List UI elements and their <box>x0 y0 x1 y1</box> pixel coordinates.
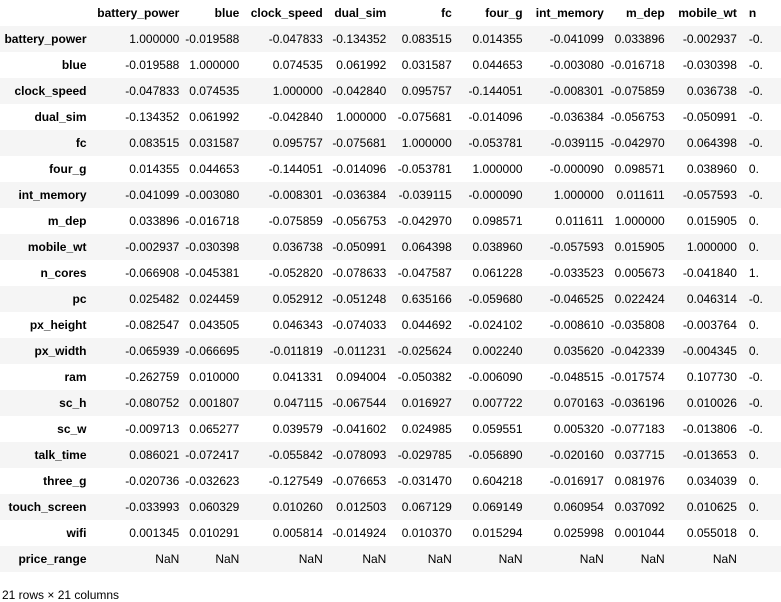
column-header: m_dep <box>626 6 665 20</box>
table-row <box>0 312 781 338</box>
table-cell: -0.065939 <box>96 338 186 364</box>
table-cell: NaN <box>245 546 328 572</box>
table-cell: 0.024459 <box>185 286 245 312</box>
table-row <box>0 494 781 520</box>
table-row <box>0 442 781 468</box>
table-cell: 0.074535 <box>185 78 245 104</box>
table-cell: 0.010291 <box>189 526 240 540</box>
table-cell: 0.094004 <box>336 370 387 384</box>
table-cell: 0.038960 <box>458 234 529 260</box>
table-row <box>0 260 781 286</box>
table-cell: -0.057593 <box>529 234 610 260</box>
table-cell: -0.134352 <box>125 110 180 124</box>
column-header: clock_speed <box>250 6 323 20</box>
table-body <box>0 26 781 572</box>
row-label: ram <box>64 370 87 384</box>
row-label: pc <box>0 286 96 312</box>
table-cell: 0.041331 <box>272 370 323 384</box>
table-cell: -0.053781 <box>397 162 452 176</box>
table-cell: -0.056890 <box>458 442 529 468</box>
table-cell: -0.016718 <box>610 58 665 72</box>
table-cell: 1.000000 <box>189 58 240 72</box>
table-cell: -0.067544 <box>329 390 393 416</box>
table-cell: -0.059680 <box>458 286 529 312</box>
table-cell: 1.000000 <box>96 26 186 52</box>
table-cell: -0.017574 <box>610 370 665 384</box>
table-cell: -0.000090 <box>549 162 604 176</box>
table-row <box>0 208 781 234</box>
table-cell: NaN <box>185 546 245 572</box>
table-cell: -0.014096 <box>332 162 387 176</box>
table-cell: -0. <box>743 78 781 104</box>
table-cell: 0.005673 <box>614 266 665 280</box>
row-label: int_memory <box>0 182 96 208</box>
table-cell: -0.003080 <box>185 182 245 208</box>
row-label: px_height <box>29 318 87 332</box>
table-cell: 0.044692 <box>401 318 452 332</box>
table-cell: 0.098571 <box>614 162 665 176</box>
row-label: three_g <box>43 474 87 488</box>
table-cell: 0.060329 <box>185 494 245 520</box>
table-cell: 0.001807 <box>185 390 245 416</box>
table-row <box>0 104 781 130</box>
table-cell: 0.069149 <box>458 494 529 520</box>
table-cell: NaN <box>671 546 743 572</box>
table-cell: NaN <box>329 546 393 572</box>
table-row <box>0 26 781 52</box>
table-cell: -0.016718 <box>185 214 240 228</box>
table-cell: 0.061992 <box>189 110 240 124</box>
table-cell: -0.008301 <box>245 182 328 208</box>
column-header: blue <box>214 6 240 20</box>
column-header: n <box>748 6 757 20</box>
table-cell: -0.074033 <box>332 318 387 332</box>
table-cell: -0.047833 <box>245 26 328 52</box>
table-cell: -0.030398 <box>682 58 737 72</box>
table-cell: -0.036384 <box>549 110 604 124</box>
table-cell: 0.081976 <box>614 474 665 488</box>
row-label: blue <box>61 58 87 72</box>
table-cell: -0. <box>743 130 781 156</box>
table-cell: 0.095757 <box>245 130 328 156</box>
table-cell: 0.107730 <box>686 370 737 384</box>
table-cell: 0.001345 <box>129 526 180 540</box>
table-cell: -0.144051 <box>268 162 323 176</box>
table-cell: 1.000000 <box>336 110 387 124</box>
table-row <box>0 390 781 416</box>
table-cell: -0.009713 <box>125 422 180 436</box>
table-cell: -0.056753 <box>610 110 665 124</box>
table-cell: 0. <box>748 214 759 228</box>
table-cell: -0.050991 <box>329 234 393 260</box>
table-cell: 0.005814 <box>272 526 323 540</box>
table-cell: -0.039115 <box>392 182 457 208</box>
table-cell: 1.000000 <box>614 214 665 228</box>
column-header: fc <box>441 6 452 20</box>
row-label: touch_screen <box>0 494 96 520</box>
table-cell: 0.025998 <box>553 526 604 540</box>
table-cell: 0.044653 <box>472 58 523 72</box>
table-cell: -0.051248 <box>329 286 393 312</box>
table-cell: 0.036738 <box>245 234 328 260</box>
row-label: sc_w <box>57 422 87 436</box>
table-cell: NaN <box>458 546 529 572</box>
table-cell: -0.030398 <box>185 234 245 260</box>
table-cell: -0.078093 <box>329 442 393 468</box>
table-cell: -0.080752 <box>96 390 186 416</box>
table-shape-caption: 21 rows × 21 columns <box>2 588 120 602</box>
index-corner-cell <box>0 0 96 26</box>
table-cell: 0.010370 <box>401 526 452 540</box>
table-cell: 0.033896 <box>610 26 671 52</box>
table-cell: 0.010625 <box>671 494 743 520</box>
table-cell: -0.047833 <box>96 78 186 104</box>
table-cell: -0.032623 <box>185 474 240 488</box>
table-row <box>0 338 781 364</box>
table-cell: 0.059551 <box>472 422 523 436</box>
table-cell: -0. <box>743 390 781 416</box>
table-row <box>0 234 781 260</box>
table-cell: 0.064398 <box>392 234 457 260</box>
table-cell: 0.083515 <box>392 26 457 52</box>
table-cell: -0.041099 <box>96 182 186 208</box>
table-cell: 0.065277 <box>189 422 240 436</box>
table-cell: -0.075681 <box>397 110 452 124</box>
table-cell: -0.055842 <box>245 442 328 468</box>
table-cell: -0.011819 <box>245 338 328 364</box>
table-cell: -0.053781 <box>458 130 529 156</box>
table-row <box>0 546 781 572</box>
table-cell: NaN <box>529 546 610 572</box>
table-cell: 0. <box>743 234 781 260</box>
table-cell: 0.024985 <box>401 422 452 436</box>
table-cell: 0. <box>743 338 781 364</box>
table-cell: -0. <box>748 422 763 436</box>
table-cell: -0.057593 <box>671 182 743 208</box>
table-cell: -0.031470 <box>397 474 452 488</box>
table-cell: 0.083515 <box>96 130 186 156</box>
table-cell: 0.011611 <box>555 214 604 228</box>
table-header-row <box>0 0 781 26</box>
table-cell: 0.031587 <box>185 130 245 156</box>
table-cell: -0.075859 <box>268 214 323 228</box>
table-cell: 0.034039 <box>686 474 737 488</box>
table-cell: 0.039579 <box>272 422 323 436</box>
table-cell: -0. <box>748 110 763 124</box>
table-cell: 0.052912 <box>245 286 328 312</box>
table-cell: -0.039115 <box>529 130 610 156</box>
table-cell: -0.029785 <box>392 442 457 468</box>
table-cell: -0.013653 <box>671 442 743 468</box>
table-cell: -0.047587 <box>397 266 452 280</box>
table-cell: -0.003080 <box>549 58 604 72</box>
table-cell: -0.072417 <box>185 442 245 468</box>
table-cell: 0.036738 <box>671 78 743 104</box>
table-cell: 1.000000 <box>671 234 743 260</box>
table-cell: -0.002937 <box>671 26 743 52</box>
table-cell: -0.035808 <box>610 318 665 332</box>
table-cell: -0.052820 <box>268 266 323 280</box>
table-cell: -0.262759 <box>125 370 180 384</box>
row-label: talk_time <box>0 442 96 468</box>
table-cell: -0.002937 <box>96 234 186 260</box>
table-cell: -0.048515 <box>549 370 604 384</box>
column-header: mobile_wt <box>678 6 737 20</box>
table-cell: 0.098571 <box>472 214 523 228</box>
table-cell: -0.075681 <box>329 130 393 156</box>
table-cell: 0.055018 <box>686 526 737 540</box>
table-row <box>0 468 781 494</box>
table-cell: 0.046343 <box>272 318 323 332</box>
table-row <box>0 416 781 442</box>
table-cell: 0.010026 <box>671 390 743 416</box>
row-label: fc <box>0 130 96 156</box>
table-cell: -0.024102 <box>468 318 523 332</box>
table-cell: 0. <box>748 162 759 176</box>
table-cell: 0. <box>743 442 781 468</box>
table-cell: -0.020160 <box>529 442 610 468</box>
table-cell: 0.016927 <box>392 390 457 416</box>
row-label: n_cores <box>40 266 87 280</box>
column-header: battery_power <box>97 6 180 20</box>
table-cell: 0.012503 <box>329 494 393 520</box>
table-cell: 1.000000 <box>529 182 610 208</box>
table-cell: -0. <box>748 370 763 384</box>
row-label: mobile_wt <box>0 234 96 260</box>
table-cell: NaN <box>392 546 457 572</box>
table-row <box>0 130 781 156</box>
table-cell: 1.000000 <box>245 78 328 104</box>
table-cell: 0.015905 <box>686 214 737 228</box>
table-cell: -0.036384 <box>329 182 393 208</box>
table-cell: 0.038960 <box>686 162 737 176</box>
table-cell: -0.066695 <box>185 338 245 364</box>
table-cell: 0.060954 <box>529 494 610 520</box>
table-cell: -0.042970 <box>397 214 452 228</box>
table-cell: 0.061228 <box>472 266 523 280</box>
table-cell: -0.033993 <box>96 494 186 520</box>
table-cell: 0.095757 <box>392 78 457 104</box>
row-label: price_range <box>0 546 96 572</box>
row-label: four_g <box>49 162 87 176</box>
row-label: battery_power <box>0 26 96 52</box>
table-cell: -0.042840 <box>329 78 393 104</box>
table-cell: -0.077183 <box>610 422 665 436</box>
table-cell: -0.003764 <box>682 318 737 332</box>
table-cell: -0.019588 <box>185 26 245 52</box>
table-cell: 0.010260 <box>245 494 328 520</box>
table-cell: 0.037715 <box>610 442 671 468</box>
table-cell: 0.007722 <box>458 390 529 416</box>
table-cell: 0.043505 <box>189 318 240 332</box>
table-cell: 0.025482 <box>96 286 186 312</box>
table-cell: -0.041602 <box>332 422 387 436</box>
table-row <box>0 156 781 182</box>
table-cell: 0.014355 <box>129 162 180 176</box>
table-cell: 0.005320 <box>553 422 604 436</box>
table-cell: 0. <box>748 526 759 540</box>
table-cell: -0.006090 <box>468 370 523 384</box>
table-cell: 0.033896 <box>129 214 180 228</box>
table-cell: 0.022424 <box>610 286 671 312</box>
table-cell: -0. <box>743 26 781 52</box>
table-row <box>0 182 781 208</box>
table-cell: 0.061992 <box>336 58 387 72</box>
table-cell: -0.041099 <box>529 26 610 52</box>
table-cell: -0.144051 <box>458 78 529 104</box>
table-cell: -0.016917 <box>549 474 604 488</box>
table-cell: -0.004345 <box>671 338 743 364</box>
table-cell: -0.025624 <box>392 338 457 364</box>
row-label: clock_speed <box>0 78 96 104</box>
table-cell: -0.134352 <box>329 26 393 52</box>
table-cell: -0.066908 <box>125 266 180 280</box>
table-row <box>0 78 781 104</box>
row-label: wifi <box>66 526 87 540</box>
table-cell: -0.078633 <box>332 266 387 280</box>
table-cell: 1. <box>748 266 759 280</box>
row-label: px_width <box>0 338 96 364</box>
table-cell: -0.014096 <box>468 110 523 124</box>
table-cell: 0. <box>748 318 759 332</box>
table-cell: 0.604218 <box>472 474 523 488</box>
table-cell: 0.037092 <box>610 494 671 520</box>
column-header: int_memory <box>535 6 604 20</box>
table-cell: 0.046314 <box>671 286 743 312</box>
table-cell: 0.064398 <box>671 130 743 156</box>
table-cell: 0.011611 <box>610 182 671 208</box>
table-cell: -0.033523 <box>549 266 604 280</box>
table-cell: -0.041840 <box>682 266 737 280</box>
table-cell: -0.000090 <box>458 182 529 208</box>
table-cell: -0.050382 <box>397 370 452 384</box>
table-cell: 0.015294 <box>472 526 523 540</box>
table-cell: -0.042840 <box>268 110 323 124</box>
table-cell: -0.127549 <box>268 474 323 488</box>
table-cell: -0.011231 <box>329 338 393 364</box>
table-cell: -0.076653 <box>332 474 387 488</box>
table-cell: -0.045381 <box>185 266 240 280</box>
row-label: m_dep <box>47 214 87 228</box>
table-cell: -0. <box>743 286 781 312</box>
table-cell: 0.044653 <box>189 162 240 176</box>
row-label: sc_h <box>0 390 96 416</box>
table-cell: -0.056753 <box>332 214 387 228</box>
table-cell: 0.010000 <box>189 370 240 384</box>
table-cell: 0. <box>743 494 781 520</box>
table-cell: 0.070163 <box>529 390 610 416</box>
table-cell: -0.008610 <box>549 318 604 332</box>
table-cell: 0.047115 <box>245 390 328 416</box>
column-header: dual_sim <box>334 6 387 20</box>
row-label: dual_sim <box>34 110 87 124</box>
table-cell: -0. <box>748 58 763 72</box>
table-cell: NaN <box>96 546 186 572</box>
table-cell: -0.050991 <box>682 110 737 124</box>
table-cell: NaN <box>610 546 671 572</box>
table-row <box>0 520 781 546</box>
table-cell: 0.067129 <box>392 494 457 520</box>
table-cell: 0. <box>748 474 759 488</box>
table-cell: 0.074535 <box>272 58 323 72</box>
table-cell: 0.001044 <box>614 526 665 540</box>
table-cell: -0.013806 <box>682 422 737 436</box>
table-cell: -0.014924 <box>332 526 387 540</box>
table-cell: -0.042970 <box>610 130 671 156</box>
table-row <box>0 364 781 390</box>
table-cell: -0.020736 <box>125 474 180 488</box>
table-cell: -0.019588 <box>125 58 180 72</box>
table-cell: 0.002240 <box>458 338 529 364</box>
table-cell: -0.082547 <box>125 318 180 332</box>
table-cell <box>743 546 781 572</box>
table-cell: -0.042339 <box>610 338 671 364</box>
table-row <box>0 286 781 312</box>
table-cell: 0.035620 <box>529 338 610 364</box>
table-cell: -0.075859 <box>610 78 671 104</box>
table-cell: 0.635166 <box>392 286 457 312</box>
table-cell: -0.008301 <box>529 78 610 104</box>
table-row <box>0 52 781 78</box>
table-cell: 1.000000 <box>472 162 523 176</box>
table-cell: 0.031587 <box>401 58 452 72</box>
table-cell: -0. <box>743 182 781 208</box>
table-cell: 0.015905 <box>610 234 671 260</box>
table-cell: 1.000000 <box>392 130 457 156</box>
table-cell: 0.086021 <box>96 442 186 468</box>
column-header: four_g <box>485 6 523 20</box>
table-cell: -0.046525 <box>529 286 610 312</box>
table-cell: -0.036196 <box>610 390 671 416</box>
table-cell: 0.014355 <box>458 26 529 52</box>
